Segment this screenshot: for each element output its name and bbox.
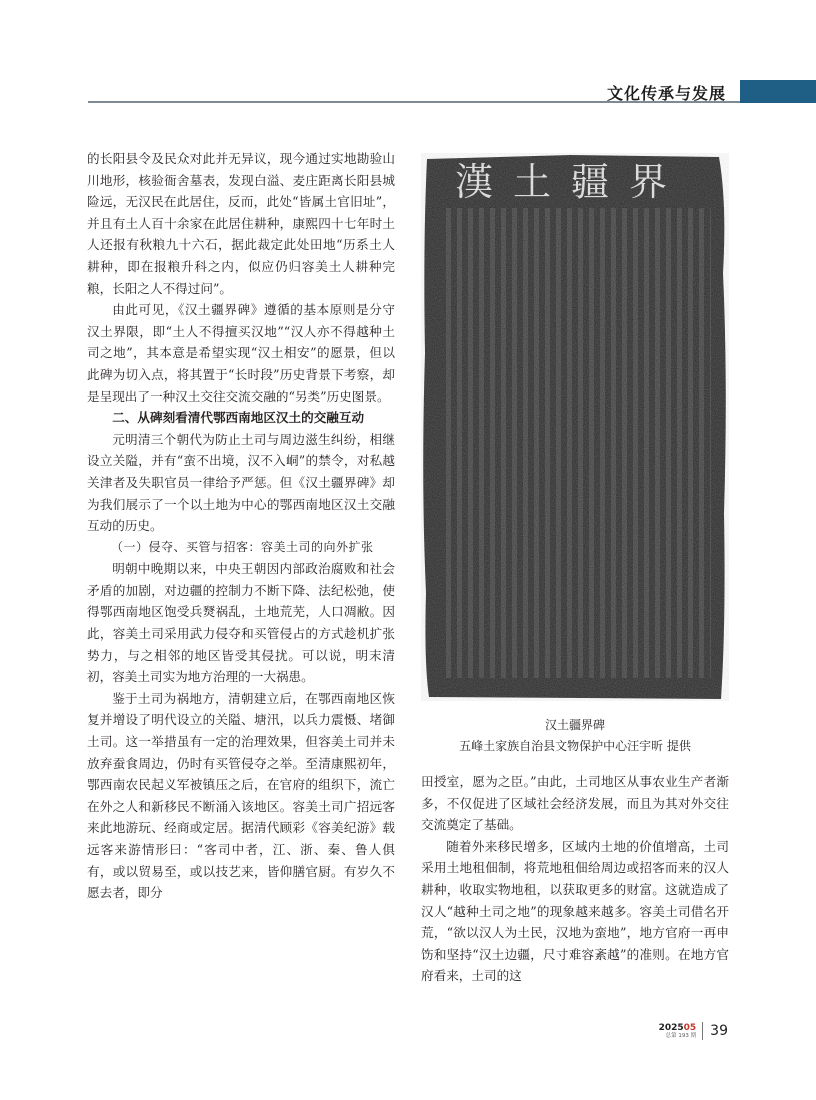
footer-divider	[702, 1022, 703, 1040]
stele-title: 漢土疆界	[454, 160, 688, 204]
paragraph: 随着外来移民增多，区域内土地的价值增高，土司采用土地租佃制，将荒地租佃给周边或招客而来的汉人耕种，收取实物地租，以获取更多的财富。这就造成了汉人“越种土司之地”的现象越来越多。容美土司借名开荒，“欲以汉人为土民，汉地为蛮地”，地方官府一再申饬和坚持“汉土边疆，尺寸难容紊越”的准则。在地方官府看来，土司的这	[421, 838, 729, 984]
paragraph: 鉴于土司为祸地方，清朝建立后，在鄂西南地区恢复并增设了明代设立的关隘、塘汛，以兵力震慑、堵御土司。这一举措虽有一定的治理效果，但容美土司并未放弃蚕食周边，仍时有买管侵夺之举。至清康熙初年，鄂西南农民起义军被镇压之后，在官府的组织下，流亡在外之人和新移民不断涌入该地区。容美土司广招远客来此地游玩、经商或定居。据清代顾彩《容美纪游》载远客来游情形曰：“客司中者，江、浙、秦、鲁人俱有，或以贸易至，或以技艺来，皆仰膳官厨。有岁久不愿去者，即分	[87, 690, 395, 901]
article-right-column	[421, 771, 729, 987]
paragraph: 元明清三个朝代为防止土司与周边滋生纠纷，相继设立关隘，并有“蛮不出境，汉不入峒”的禁令，对私越关津者及失职官员一律给予严惩。但《汉土疆界碑》却为我们展示了一个以土地为中心的鄂西南地区汉土交融互动的历史。	[87, 431, 395, 534]
section-title: 文化传承与发展	[606, 84, 726, 103]
page-number: 39	[710, 1023, 728, 1039]
page-footer	[659, 1022, 728, 1040]
paragraph: 田授室，愿为之臣。”由此，土司地区从事农业生产者渐多，不仅促进了区域社会经济发展，而且为其对外交往交流奠定了基础。	[421, 774, 729, 833]
paragraph: 明朝中晚期以来，中央王朝因内部政治腐败和社会矛盾的加剧，对边疆的控制力不断下降、法纪松弛，使得鄂西南地区饱受兵燹祸乱，土地荒芜，人口凋敝。因此，容美土司采用武力侵夺和买管侵占的方式趁机扩张势力，与之相邻的地区皆受其侵扰。可以说，明末清初，容美土司实为地方治理的一大祸患。	[87, 561, 395, 685]
section-heading: 二、从碑刻看清代鄂西南地区汉土的交融互动	[112, 410, 365, 426]
issue-year: 2025	[658, 1022, 684, 1033]
figure-caption-credit: 五峰土家族自治县文物保护中心汪宇昕 提供	[459, 739, 691, 753]
subsection-heading: （一）侵夺、买管与招客：容美土司的向外扩张	[111, 539, 374, 554]
stele-rubbing-image	[421, 153, 729, 701]
paragraph: 的长阳县令及民众对此并无异议，现今通过实地勘验山川地形，核验衙舍墓表，发现白溢、麦庄距离长阳县城险远，无汉民在此居住，反而，此处“皆属土官旧址”，并且有土人百十余家在此居住耕种，康熙四十七年时土人还报有秋粮九十六石，据此裁定此处田地“历系土人耕种，即在报粮升科之内，似应仍归容美土人耕种完粮，长阳之人不得过问”。	[87, 151, 395, 296]
figure-caption-title: 汉土疆界碑	[544, 718, 605, 732]
issue-info	[659, 1023, 697, 1040]
article-left-column	[87, 148, 395, 904]
header-accent-block	[740, 80, 816, 103]
paragraph: 由此可见，《汉土疆界碑》遵循的基本原则是分守汉土界限，即“土人不得擅买汉地”“汉人亦不得越种土司之地”，其本意是希望实现“汉土相安”的愿景，但以此碑为切入点，将其置于“长时段”历史背景下考察，却是呈现出了一种汉土交往交流交融的“另类”历史图景。	[87, 302, 395, 404]
issue-total: 总第 193 期	[665, 1032, 697, 1039]
issue-month: 05	[683, 1022, 697, 1033]
